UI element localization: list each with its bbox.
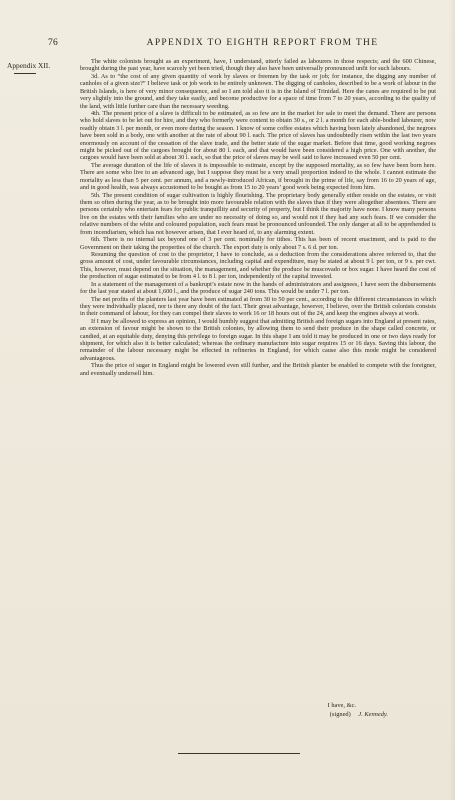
body-text — [80, 58, 436, 377]
paragraph: In a statement of the management of a bankrupt’s estate now in the hands of administrators and assignees, I have seen the disbursements for the last year stated at about 1,600 l., and the produce of sugar 240 tons. This would be under 7 l. per ton. — [80, 280, 436, 296]
paragraph: If I may be allowed to express an opinion, I would humbly suggest that admitting British and foreign sugars into England at present rates, an extension of favour might be shown to the British colonies, by allowing them to send their produce in the shape called concrete, or candied, at an equitable duty, denying this privilege to foreign sugar. In this shape I am told it may be produced in one or two days ready for shipment, for which also it is better calculated; whereas the ordinary manufacture into sugar requires 15 or 16 days. Saving this labour, the remainder of the labour necessary might be effected in refineries in England, for which cause also this mode might be considered advantageous. — [80, 317, 436, 362]
paragraph: 3d. As to “the cost of any given quantity of work by slaves or freemen by the task or job; for instance, the digging any number of canholes of a given size?” I believe task or job work to be entirely unknown. The digging of canholes, described to be a work of labour in the British Islands, is here of very minor consequence, and so I am told also it is in the Island of Trinidad. Here the canes are required to be put very slightly into the ground, and they take easily, and become productive for a space of time from 7 to 20 years, according to the quality of the land, with little further care than the necessary weeding. — [80, 72, 436, 110]
paragraph: 4th. The present price of a slave is difficult to be estimated, as so few are in the market for sale to meet the demand. There are persons who hold slaves to be let out for hire, and they who formerly were content to obtain 30 s., or 2 l. a month for each able-bodied labourer, now readily obtain 3 l. per month, or even more during the season. I know of some coffee estates which having been lately abandoned, the negroes have been sold in a body, one with another at the rate of about 90 l. each. The price of slaves has undoubtedly risen within the last two years enormously on account of the cessation of the slave trade, and the better state of the sugar market. Before that time, good working negroes might be picked out of the cargoes brought for about 80 l. each, and that would have been considered a high price. One with another, the cargoes would have been sold at about 30 l. each, so that the price of slaves may be well said to have increased even 50 per cent. — [80, 109, 436, 162]
paragraph: The net profits of the planters last year have been estimated at from 30 to 50 per cent., according to the different circumstances in which they were individually placed, nor is there any doubt of the fact. Their great advantage, however, I believe, over the British colonists consists in their command of labour, for they can compel their slaves to work 16 or 18 hours out of the 24, and keep the engines always at work. — [80, 295, 436, 318]
paragraph: 6th. There is no internal tax beyond one of 3 per cent. nominally for tithes. This has been of recent enactment, and is paid to the Government on their taking the properties of the church. The export duty is only about 7 s. 6 d. per ton. — [80, 236, 436, 251]
page-number: 76 — [48, 38, 59, 48]
paragraph: The white colonists brought as an experiment, have, I understand, utterly failed as labourers in those respects; and the 600 Chinese, brought during the past year, have scarcely yet been tried, though they also have been universally pronounced unfit for such labours. — [80, 58, 436, 73]
paragraph: Thus the price of sugar in England might be lowered even still further, and the British planter be enabled to compete with the foreigner, and eventually undersell him. — [80, 362, 436, 377]
footer-rule — [178, 753, 300, 754]
paragraph: The average duration of the life of slaves it is impossible to estimate, except by the supposed mortality, as so few have been born here. There are some who live to an advanced age, but I suppose they must be a very small proportion indeed to the whole. I cannot estimate the mortality as less than 5 per cent. per annum, and a newly-introduced African, if brought in the prime of life, say from 16 to 20 years of age, and in good health, was always accustomed to be bought as from 15 to 20 years’ good work being expected from him. — [80, 161, 436, 192]
appendix-marginal-label: Appendix XII. — [7, 61, 51, 70]
signer-name: J. Kennedy. — [358, 711, 388, 718]
signed-label: (signed) — [329, 711, 351, 718]
page-edge-shadow — [449, 0, 455, 800]
valediction: I have, &c. — [327, 702, 356, 709]
running-head: APPENDIX TO EIGHTH REPORT FROM THE — [146, 38, 379, 48]
paragraph: Resuming the question of cost to the proprietor, I have to conclude, as a deduction from the considerations above referred to, that the gross amount of cost, under favourable circumstances, including capital and expenditure, may be stated at about 9 l. per ton, or 9 s. per cwt. This, however, must depend on the situation, the management, and whether the produce be muscovado or box sugar. I have heard the cost of the production of sugar estimated to be from 4 l. to 8 l. per ton, independently of the capital invested. — [80, 250, 436, 281]
paragraph: 5th. The present condition of sugar cultivation is highly flourishing. The proprietary body generally either reside on the estates, or visit them so often during the year, as to be brought into more favourable relation with the slaves than if they were altogether absentees. There are persons certainly who entertain fears for public tranquillity and security of property, but I think the majority have none. I know many persons live on the estates with their families who are under no necessity of doing so, and would not if they had any such fears. If we consider the relative numbers of the white and coloured population, such fears must be pronounced unfounded. The only danger at all to be apprehended is from incendiarism, which has not however arisen, that I ever heard of, to any alarming extent. — [80, 191, 436, 236]
signature-line — [330, 711, 388, 720]
marginal-rule — [14, 73, 36, 74]
page-header — [48, 38, 437, 52]
